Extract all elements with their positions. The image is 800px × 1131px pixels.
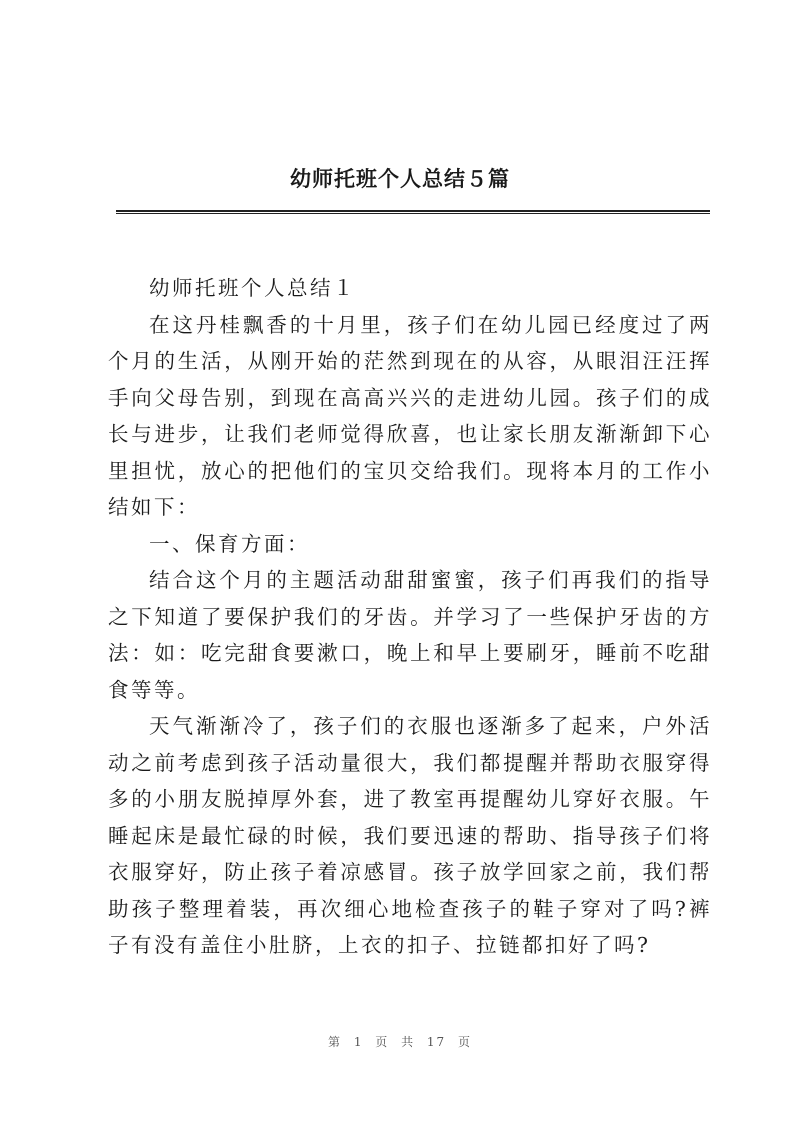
title-divider: [116, 210, 710, 214]
body-paragraph: 天气渐渐冷了，孩子们的衣服也逐渐多了起来，户外活动之前考虑到孩子活动量很大，我们都提醒并帮助衣服穿得多的小朋友脱掉厚外套，进了教室再提醒幼儿穿好衣服。午睡起床是最忙碌的时候，我们要迅速的帮助、指导孩子们将衣服穿好，防止孩子着凉感冒。孩子放学回家之前，我们帮助孩子整理着装，再次细心地检查孩子的鞋子穿对了吗?裤子有没有盖住小肚脐，上衣的扣子、拉链都扣好了吗?: [108, 714, 712, 957]
page-number-footer: 第 1 页 共 17 页: [328, 1035, 472, 1049]
subsection-heading: 一、保育方面：: [149, 531, 310, 556]
document-body: [108, 270, 712, 964]
body-paragraph: 结合这个月的主题活动甜甜蜜蜜，孩子们再我们的指导之下知道了要保护我们的牙齿。并学习了一些保护牙齿的方法：如：吃完甜食要漱口，晚上和早上要刷牙，睡前不吃甜食等等。: [108, 568, 712, 702]
section-heading: 幼师托班个人总结１: [149, 276, 356, 300]
document-title: 幼师托班个人总结５篇: [290, 167, 510, 191]
body-paragraph: 在这丹桂飘香的十月里，孩子们在幼儿园已经度过了两个月的生活，从刚开始的茫然到现在的从容，从眼泪汪汪挥手向父母告别，到现在高高兴兴的走进幼儿园。孩子们的成长与进步，让我们老师觉得欣喜，也让家长朋友渐渐卸下心里担忧，放心的把他们的宝贝交给我们。现将本月的工作小结如下：: [108, 312, 712, 519]
